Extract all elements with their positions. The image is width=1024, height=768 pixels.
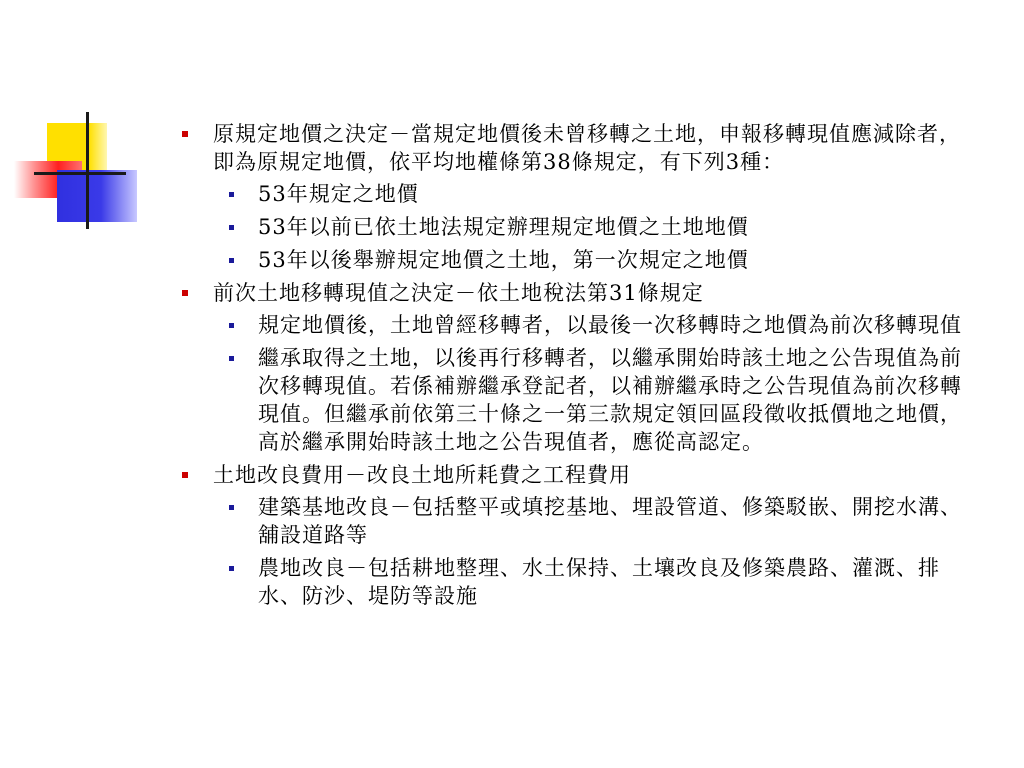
blue-square-bullet-icon: [229, 505, 234, 510]
sub-list-item-text: 53年以前已依土地法規定辦理規定地價之土地地價: [258, 215, 749, 239]
sub-list-item: [213, 246, 990, 274]
sub-list-item-text: 農地改良－包括耕地整理、水土保持、土壤改良及修築農路、灌溉、排水、防沙、堤防等設施: [258, 556, 940, 608]
red-square-bullet-icon: [182, 131, 188, 137]
blue-square-bullet-icon: [229, 192, 234, 197]
blue-square-bullet-icon: [229, 225, 234, 230]
logo-horizontal-line: [34, 172, 126, 175]
red-square-bullet-icon: [182, 472, 188, 478]
blue-square-bullet-icon: [229, 258, 234, 263]
blue-square-bullet-icon: [229, 566, 234, 571]
list-item: [170, 120, 990, 274]
sub-bullet-list: [213, 493, 990, 610]
sub-list-item: [213, 311, 990, 339]
sub-list-item-text: 繼承取得之土地，以後再行移轉者，以繼承開始時該土地之公告現值為前次移轉現值。若係補辦繼承登記者，以補辦繼承時之公告現值為前次移轉現值。但繼承前依第三十條之一第三款規定領回區段徵收抵價地之地價，高於繼承開始時該土地之公告現值者，應從高認定。: [258, 346, 962, 454]
sub-list-item-text: 53年以後舉辦規定地價之土地，第一次規定之地價: [258, 248, 749, 272]
bullet-list: [170, 120, 990, 610]
list-item: [170, 461, 990, 610]
slide-logo-graphic: [0, 0, 150, 240]
sub-list-item: [213, 493, 990, 549]
sub-list-item-text: 建築基地改良－包括整平或填挖基地、埋設管道、修築駁嵌、開挖水溝、舖設道路等: [258, 495, 962, 547]
slide-content: [170, 120, 990, 615]
logo-blue-square: [57, 170, 137, 222]
sub-list-item: [213, 554, 990, 610]
blue-square-bullet-icon: [229, 323, 234, 328]
sub-bullet-list: [213, 180, 990, 274]
list-item-text: 原規定地價之決定－當規定地價後未曾移轉之土地，申報移轉現值應減除者，即為原規定地價，依平均地權條第38條規定，有下列3種：: [213, 122, 961, 174]
sub-list-item-text: 53年規定之地價: [258, 182, 419, 206]
sub-list-item: [213, 213, 990, 241]
sub-list-item: [213, 344, 990, 456]
list-item-text: 前次土地移轉現值之決定－依土地稅法第31條規定: [213, 281, 704, 305]
logo-vertical-line: [86, 112, 89, 229]
sub-list-item: [213, 180, 990, 208]
sub-bullet-list: [213, 311, 990, 456]
list-item-text: 土地改良費用－改良土地所耗費之工程費用: [213, 463, 631, 487]
list-item: [170, 279, 990, 456]
blue-square-bullet-icon: [229, 356, 234, 361]
sub-list-item-text: 規定地價後，土地曾經移轉者，以最後一次移轉時之地價為前次移轉現值: [258, 313, 962, 337]
red-square-bullet-icon: [182, 290, 188, 296]
